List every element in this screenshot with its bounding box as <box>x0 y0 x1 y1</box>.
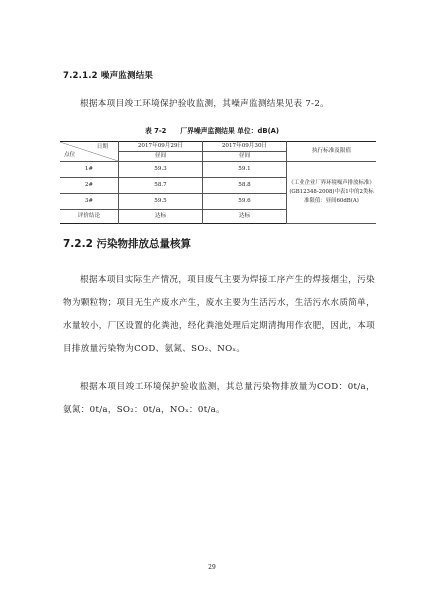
value-cell: 58.8 <box>203 178 287 194</box>
table-number: 表 7-2 <box>144 127 167 135</box>
period-header-1: 昼间 <box>119 152 203 162</box>
emission-paragraph-1: 根据本项目实际生产情况，项目废气主要为焊接工序产生的焊接烟尘，污染物为颗粒物；项目无生产废水产生，废水主要为生活污水，生活污水水质简单，水量较小，厂区设置的化粪池，经化粪池处理后定期清掏用作农肥，因此，本项目排放量污染物为COD、氨氮、SO₂、NOₓ。 <box>63 275 375 354</box>
section-heading-7-2-1-2: 7.2.1.2 噪声监测结果 <box>63 71 154 81</box>
conclusion-label-cell: 评价结论 <box>60 210 119 224</box>
value-cell: 59.6 <box>203 194 287 210</box>
value-cell: 59.5 <box>119 194 203 210</box>
table-title: 厂界噪声监测结果 单位：dB(A) <box>180 127 280 135</box>
conclusion-cell: 达标 <box>119 210 203 224</box>
value-cell: 58.7 <box>119 178 203 194</box>
section-heading-7-2-2: 7.2.2 污染物排放总量核算 <box>63 238 192 250</box>
corner-point-label: 点位 <box>64 152 76 158</box>
date-header-1: 2017年09月29日 <box>119 142 203 152</box>
conclusion-cell: 达标 <box>203 210 287 224</box>
point-cell: 2# <box>60 178 119 194</box>
noise-results-table <box>60 141 376 224</box>
corner-date-label: 日期 <box>96 144 108 150</box>
emission-paragraph-2: 根据本项目竣工环境保护验收监测，其总量污染物排放量为COD：0t/a，氨氮：0t/a，SO₂：0t/a，NOₓ：0t/a。 <box>63 382 375 415</box>
point-cell: 1# <box>60 162 119 178</box>
standard-header: 执行标准及限值 <box>287 142 377 162</box>
value-cell: 59.1 <box>203 162 287 178</box>
standard-limit-cell: 《工业企业厂界环境噪声排放标准》(GB12348-2008)中表1中的2类标准限值：昼间60dB(A) <box>287 162 377 224</box>
date-header-2: 2017年09月30日 <box>203 142 287 152</box>
page-number: 29 <box>208 564 216 571</box>
point-cell: 3# <box>60 194 119 210</box>
table-caption <box>0 125 424 135</box>
noise-intro-paragraph: 根据本项目竣工环境保护验收监测，其噪声监测结果见表 7-2。 <box>80 99 330 109</box>
table-row <box>60 162 376 178</box>
period-header-2: 昼间 <box>203 152 287 162</box>
value-cell: 59.3 <box>119 162 203 178</box>
corner-cell <box>60 142 119 162</box>
table-header-row <box>60 142 376 152</box>
